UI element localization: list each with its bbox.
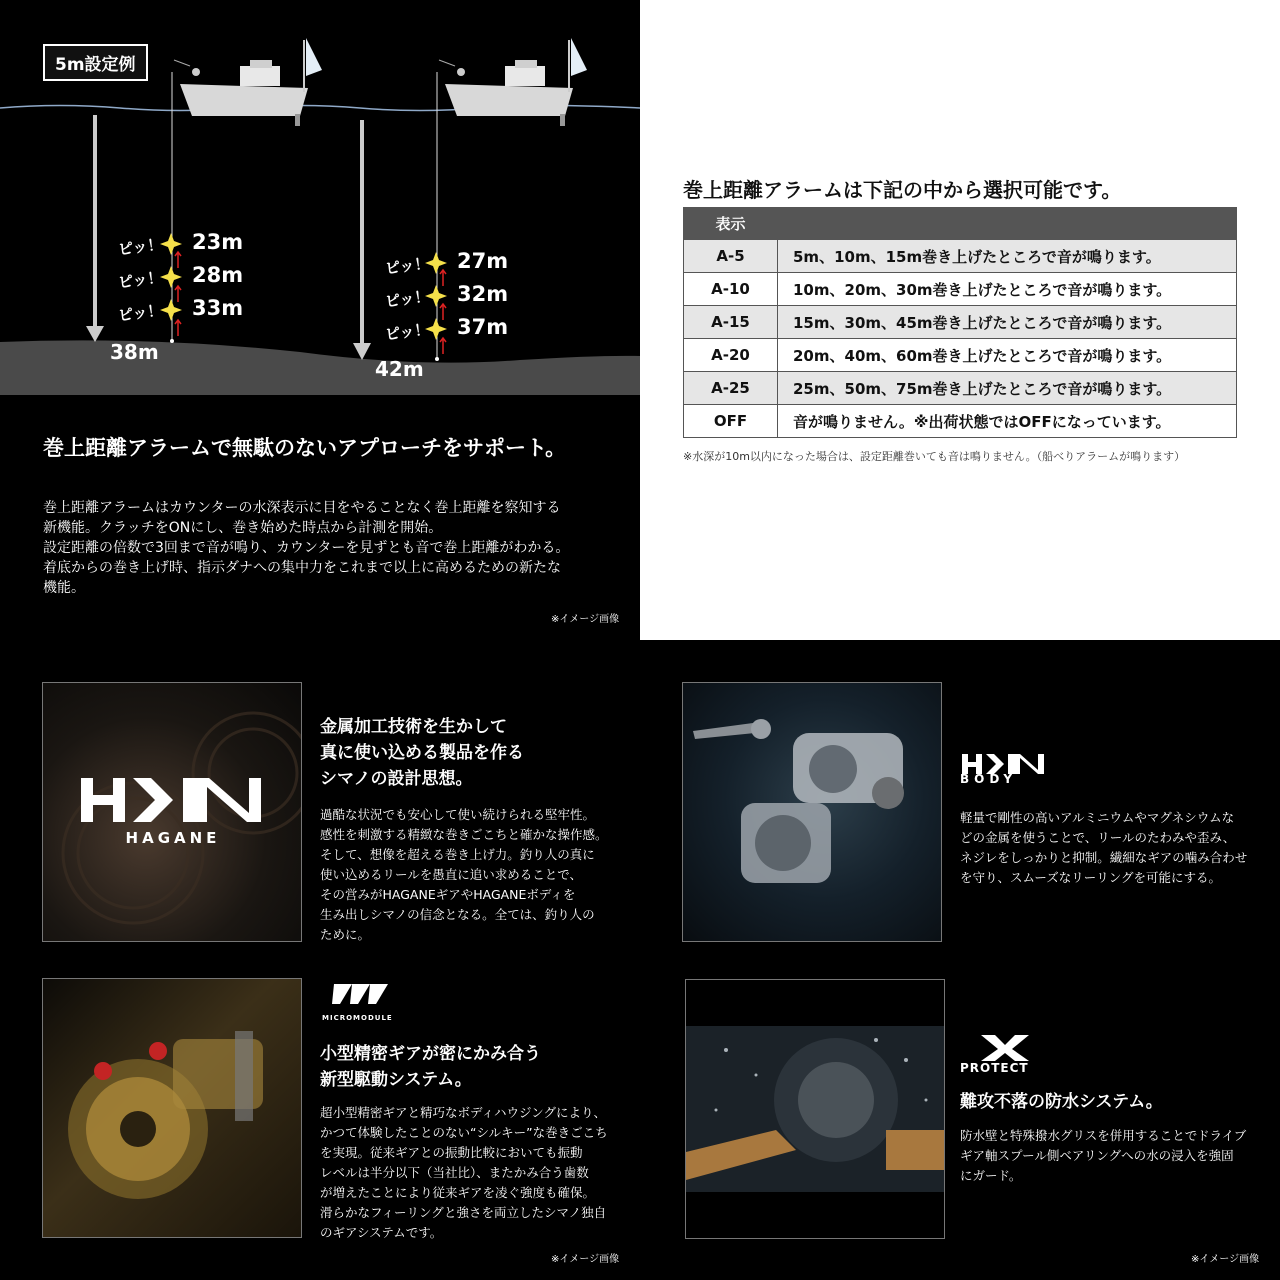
hagane-title	[320, 714, 524, 792]
description-line: そして、想像を超える巻き上げ力。釣り人の真に	[320, 847, 595, 862]
setting-description: 5m、10m、15m巻き上げたところで音が鳴ります。	[778, 240, 1237, 273]
setting-code: OFF	[684, 405, 778, 438]
seabed	[0, 340, 640, 395]
xprotect-logo-icon	[975, 1033, 1035, 1063]
description-line: 感性を刺激する精緻な巻きごこちと確かな操作感。	[320, 827, 608, 842]
micromodule-gear-image	[42, 978, 302, 1238]
depth-mark: 27m	[457, 249, 509, 273]
alarm-settings-panel	[640, 0, 1280, 640]
xprotect-title: 難攻不落の防水システム。	[960, 1092, 1163, 1112]
angler-icon	[174, 60, 200, 76]
image-note: ※イメージ画像	[1191, 1254, 1260, 1265]
description-line: 新機能。クラッチをONにし、巻き始めた時点から計測を開始。	[43, 520, 443, 536]
setting-code: A-15	[684, 306, 778, 339]
depth-mark: 37m	[457, 315, 509, 339]
waterproof-illustration	[686, 980, 945, 1239]
setting-code: A-10	[684, 273, 778, 306]
setting-description: 25m、50m、75m巻き上げたところで音が鳴ります。	[778, 372, 1237, 405]
setting-example-badge: 5m設定例	[43, 44, 148, 81]
bottom-depth-label: 38m	[110, 340, 159, 364]
description-line: 機能。	[43, 580, 85, 596]
hagane-logo-icon	[43, 683, 302, 942]
description-line: 設定距離の倍数で3回まで音が鳴り、カウンターを見ずとも音で巻上距離がわかる。	[43, 540, 570, 556]
micromodule-logo-text: MICROMODULE	[322, 1014, 393, 1022]
title-line: 金属加工技術を生かして	[320, 717, 507, 737]
title-line: 小型精密ギアが密にかみ合う	[320, 1044, 541, 1064]
table-header-description	[778, 208, 1237, 240]
boat-icon	[445, 38, 587, 126]
down-arrow-icon	[86, 115, 104, 342]
setting-description: 15m、30m、45m巻き上げたところで音が鳴ります。	[778, 306, 1237, 339]
beep-label: ピッ！	[384, 286, 431, 311]
boat-icon	[180, 38, 322, 126]
title-line: 真に使い込める製品を作る	[320, 743, 524, 763]
description-line: 軽量で剛性の高いアルミニウムやマグネシウムな	[960, 810, 1235, 825]
hagane-micromodule-panel	[0, 640, 640, 1280]
description-line: 過酷な状況でも安心して使い続けられる堅牢性。	[320, 807, 596, 822]
description-line: 生み出しシマノの信念となる。全ては、釣り人の	[320, 907, 595, 922]
beep-label: ピッ！	[384, 319, 431, 344]
body-description	[960, 808, 1247, 888]
table-footnote: ※水深が10m以内になった場合は、設定距離巻いても音は鳴りません。（船べりアラームが鳴ります）	[683, 450, 1186, 463]
reel-body-illustration	[683, 683, 942, 942]
depth-mark: 33m	[192, 296, 244, 320]
table-row	[684, 339, 1237, 372]
description-line: どの金属を使うことで、リールのたわみや歪み、	[960, 830, 1236, 845]
title-line: 新型駆動システム。	[320, 1070, 472, 1090]
description-line: その営みがHAGANEギアやHAGANEボディを	[320, 887, 576, 902]
description-line: 防水壁と特殊撥水グリスを併用することでドライブ	[960, 1128, 1247, 1143]
description-line: が増えたことにより従来ギアを凌ぐ強度も確保。	[320, 1185, 596, 1200]
depth-mark: 32m	[457, 282, 509, 306]
description-line: 巻上距離アラームはカウンターの水深表示に目をやることなく巻上距離を察知する	[43, 500, 561, 516]
bottom-depth-label: 42m	[375, 357, 424, 381]
image-note: ※イメージ画像	[551, 1254, 620, 1265]
xprotect-description	[960, 1126, 1246, 1186]
beep-label: ピッ！	[117, 267, 164, 292]
hagane-gear-image	[42, 682, 302, 942]
depth-mark: 23m	[192, 230, 244, 254]
description-line: ために。	[320, 927, 371, 942]
description-line: を実現。従来ギアとの振動比較においても振動	[320, 1145, 583, 1160]
table-row	[684, 306, 1237, 339]
description-line: ネジレをしっかりと抑制。繊細なギアの噛み合わせ	[960, 850, 1248, 865]
angler-icon	[439, 60, 465, 76]
description-line: のギアシステムです。	[320, 1225, 443, 1240]
setting-code: A-20	[684, 339, 778, 372]
description-line: 超小型精密ギアと精巧なボディハウジングにより、	[320, 1105, 606, 1120]
body-logo-text: BODY	[960, 772, 1018, 786]
setting-description: 20m、40m、60m巻き上げたところで音が鳴ります。	[778, 339, 1237, 372]
description-line: 着底からの巻き上げ時、指示ダナへの集中力をこれまで以上に高めるための新たな	[43, 560, 561, 576]
setting-code: A-25	[684, 372, 778, 405]
description-line: を守り、スムーズなリーリングを可能にする。	[960, 870, 1222, 885]
reel-body-image	[682, 682, 942, 942]
description-line: レベルは半分以下（当社比）、またかみ合う歯数	[320, 1165, 589, 1180]
description-line: にガード。	[960, 1168, 1022, 1183]
beep-label: ピッ！	[117, 234, 164, 259]
description-line: 使い込めるリールを愚直に追い求めることで、	[320, 867, 583, 882]
setting-description: 10m、20m、30m巻き上げたところで音が鳴ります。	[778, 273, 1237, 306]
beep-label: ピッ！	[117, 300, 164, 325]
depth-mark: 28m	[192, 263, 244, 287]
micromodule-title	[320, 1041, 541, 1093]
alarm-table-heading: 巻上距離アラームは下記の中から選択可能です。	[683, 178, 1122, 202]
hagane-logo-text: HAGANE	[125, 829, 221, 847]
title-line: シマノの設計思想。	[320, 769, 473, 789]
feature-heading: 巻上距離アラームで無駄のないアプローチをサポート。	[43, 436, 567, 460]
range-alarm-example-panel	[0, 0, 640, 640]
body-xprotect-panel	[640, 640, 1280, 1280]
setting-description: 音が鳴りません。※出荷状態ではOFFになっています。	[778, 405, 1237, 438]
table-row	[684, 273, 1237, 306]
description-line: 滑らかなフィーリングと強さを両立したシマノ独自	[320, 1205, 607, 1220]
alarm-settings-table	[683, 207, 1237, 438]
down-arrow-icon	[353, 120, 371, 360]
table-row	[684, 372, 1237, 405]
table-row	[684, 240, 1237, 273]
setting-code: A-5	[684, 240, 778, 273]
table-header-display: 表示	[684, 208, 778, 240]
description-line: ギア軸スプール側ベアリングへの水の浸入を強固	[960, 1148, 1234, 1163]
waterproof-reel-image	[685, 979, 945, 1239]
hagane-description	[320, 805, 608, 945]
xprotect-logo-text: PROTECT	[960, 1061, 1029, 1075]
image-note: ※イメージ画像	[551, 614, 620, 625]
beep-label: ピッ！	[384, 253, 431, 278]
feature-description	[43, 498, 613, 598]
description-line: かつて体験したことのない“シルキー”な巻きごこち	[320, 1125, 608, 1140]
gear-illustration	[43, 979, 302, 1238]
micromodule-description	[320, 1103, 608, 1243]
table-row	[684, 405, 1237, 438]
